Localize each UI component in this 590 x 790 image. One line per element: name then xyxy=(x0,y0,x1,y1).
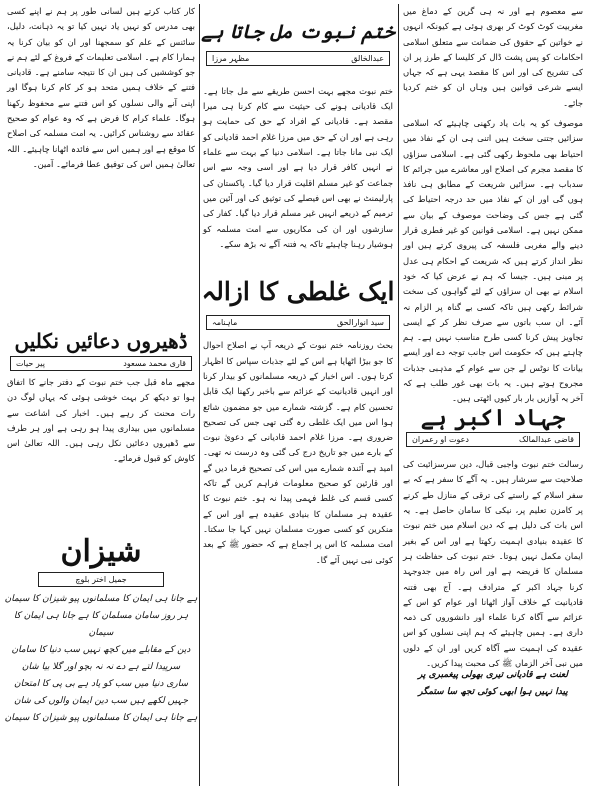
byline-duain xyxy=(10,356,192,371)
left-column xyxy=(4,4,198,727)
byline-ghalti xyxy=(206,315,390,330)
right-top-paragraph: سے معصوم ہے اور نہ ہی گرین کے دماغ میں مغربیت کوٹ کوٹ کر بھری ہوئی ہے کیونکہ انہوں نے خواتین کے حقوق کی ضمانت سے متعلق اسلامی احکامات کو پس پشت ڈال کر کلیسا کے طرز پر ان کی تشریح کی اور اس کا مقصد یہی ہے کہ جہاں ایسے شرعی قوانین ہیں وہاں ان کو ختم کردیا جائے۔ xyxy=(403,6,583,108)
closing-line-1: لعنت ہے قادیانی تیری بھولی پیغمبری پر xyxy=(417,670,569,681)
byline-author: قاضی عبدالمالک xyxy=(519,435,574,445)
ghalti-paragraph: بحث روزنامہ ختم نبوت کے ذریعہ آپ نے اصلاح احوال کا جو بیڑا اٹھایا ہے اس کے لئے جذبات سپاس کا اظہار کرتا ہوں۔ اس اخبار کے ذریعہ مسلمانوں کو بیدار کرنا اور انہیں قادیانیت کے عزائم سے باخبر رکھنا ایک قابل تحسین کام ہے۔ گزشتہ شمارے میں جو مضمون شائع ہوا اس میں ایک غلطی رہ گئی تھی جس کی تصحیح ضروری ہے۔ مرزا غلام احمد قادیانی کے دعویٰ نبوت کے بارے میں جو تاریخ درج کی گئی وہ درست نہ تھی۔ امید ہے آئندہ شمارے میں اس کی تصحیح فرما دیں گے اور قارئین کو صحیح معلومات فراہم کریں گے تاکہ کسی قسم کی غلط فہمی پیدا نہ ہو۔ ختم نبوت کا عقیدہ ہر مسلمان کا بنیادی عقیدہ ہے اور اس کے منکرین کو کسی صورت مسلمان نہیں کہا جا سکتا۔ امت مسلمہ کا اس پر اجماع ہے کہ حضور ﷺ کے بعد کوئی نبی نہیں آئے گا۔ xyxy=(203,340,393,565)
byline-author: قاری محمد مسعود xyxy=(123,359,186,368)
khatm-paragraph: ختم نبوت مجھے بہت احسن طریقے سے مل جاتا ہے۔ ایک قادیانی ہونے کی حیثیت سے کام کرنا ہی میرا مقصد ہے۔ قادیانی کے افراد کے حق کی حمایت ہو رہی ہے اور ان کے حق میں مرزا غلام احمد قادیانی کو ایک نبی مانا جاتا ہے۔ اسلامی دنیا کے بہت سے علماء نے انہیں کافر قرار دیا ہے اور اسی وجہ سے اس جماعت کو غیر مسلم اقلیت قرار دیا گیا۔ پاکستان کی پارلیمنٹ نے بھی اس فیصلے کی توثیق کی اور آئین میں ترمیم کے ذریعے انہیں غیر مسلم قرار دیا گیا۔ کفار کی سازشوں اور ان کی مکاریوں سے امت مسلمہ کو ہوشیار رہنا چاہیئے تاکہ یہ فتنہ آگے نہ بڑھ سکے۔ xyxy=(203,85,393,249)
poem-line: ہے جانا ہی ایمان کا مسلمانوں پیو شیزان کا سیمان xyxy=(4,713,198,723)
middle-column xyxy=(200,4,396,710)
right-body-paragraph: موصوف کو یہ بات یاد رکھنی چاہیئے کہ اسلامی سزائیں جتنی سخت ہیں اتنی ہی ان کے نفاذ میں احتیاط بھی ملحوظ رکھی گئی ہے۔ اسلامی سزاؤں کا مقصد مجرم کی اصلاح اور معاشرے میں جرائم کا سدباب ہے۔ سزائیں شریعت کے مطابق ہی نافذ ہوں گی اور ان کے نفاذ میں حد درجہ احتیاط کی گئی ہے جس کی وضاحت موصوف کے بیان سے ممکن نہیں ہے۔ اسلامی قوانین کو غیر فطری قرار دینے والے مغربی فلسفہ کی پیروی کرتے ہیں اور نظر انداز کرتے ہیں کہ شریعت کے احکام ہی عدل پر مبنی ہیں۔ جیسا کہ ہم نے عرض کیا کہ خود اسلام نے بھی ان سزاؤں کے لئے گواہوں کی سخت شرائط رکھی ہیں تاکہ کسی بے گناہ پر الزام نہ آئے۔ ان سب باتوں سے صرف نظر کر کے ایسی تجاویز پیش کرنا کسی طرح مناسب نہیں ہے۔ ہم چاہتے ہیں کہ حکومت اس جانب توجہ دے اور ایسے بیانات کا نوٹس لے جن سے عوام کے مذہبی جذبات مجروح ہوتے ہیں۔ یہ بات بھی غور طلب ہے کہ آخر یہ آوازیں بار بار کیوں اٹھتی ہیں۔ xyxy=(403,118,583,404)
closing-line-2: پیدا نہیں ہوا ابھی کوئی تجھ سا ستمگر xyxy=(418,687,568,698)
byline-author: عبدالخالق xyxy=(351,53,384,63)
article-title-duain: ڈھیروں دعائیں نکلیں xyxy=(14,329,188,353)
poem-line: سرپیدا لتے ہے دے نہ نہ بچو اور گلا بیا شان xyxy=(21,662,181,672)
article-title-ghalti: ایک غلطی کا ازالہ xyxy=(201,276,395,306)
poem-line: ہر روز سامان مسلمان کا ہے جانا ہی ایمان کا سیمان xyxy=(13,611,189,638)
byline-source: ماہنامہ xyxy=(212,318,238,328)
article-title-khatm: ختم نبوت مل جاتا ہے xyxy=(201,21,395,43)
section-title-jihad: جہاد اکبر ہے xyxy=(420,405,566,431)
poem-byline xyxy=(38,572,164,587)
poem-lines xyxy=(4,591,198,727)
byline-author: سید انوارالحق xyxy=(336,318,384,328)
byline-source: مظہر مرزا xyxy=(212,53,250,63)
poem-line: دین کے مقابلے میں کچھ نہیں سب دنیا کا سامان xyxy=(11,645,191,655)
byline-source: پیر حیات xyxy=(16,359,45,368)
byline-khatm xyxy=(206,51,390,66)
byline-source: دعوت او رعمران xyxy=(412,435,469,445)
column-divider-right xyxy=(398,4,399,786)
left-top-paragraph: کار کتاب کرتے ہیں لسانی طور پر ہم نے اپنے کسی بھی مدرس کو نہیں یاد نہیں کیا تو یہ ذہانت، دلیل، سائنس کے علم کو سمجھنا اور ان کو بیان کرنا یہ ہمارا کام ہے۔ اسلامی تعلیمات کے فروغ کے لئے ہم نے جو کوششیں کی ہیں ان کا نتیجہ سامنے ہے۔ قادیانی فتنے کے خلاف ہمیں متحد ہو کر کام کرنا ہوگا اور اپنی آنے والی نسلوں کو اس فتنے سے محفوظ رکھنا ہوگا۔ علماء کرام کا فرض ہے کہ وہ عوام کو صحیح عقائد سے روشناس کرائیں۔ یہ امت مسلمہ کی اصلاح کا موقع ہے اور ہمیں اس سے فائدہ اٹھانا چاہیئے۔ اللہ تعالیٰ ہمیں اس کی توفیق عطا فرمائے۔ آمین۔ xyxy=(7,6,195,169)
poem-line: جہیں لکھے ہیں سب دین ایمان والوں کی شان xyxy=(13,696,189,706)
jihad-paragraph: رسالت ختم نبوت واجبی قبال، دین سرسزائیت کی صلاحیت سے سرشار ہیں۔ یہ آگے کا سفر ہے کہ بے سفر اسلام کے راستے کی ترقی کے منازل طے کرنے پر کامزن تعلیم پر، نیکی کا سامان حاصل ہے۔ یہ اس بات کی دلیل ہے کہ دین اسلام میں ختم نبوت کا عقیدہ بنیادی اہمیت رکھتا ہے اور اس کے بغیر ایمان مکمل نہیں ہوتا۔ ختم نبوت کی حفاظت ہر مسلمان کا فریضہ ہے اور اس راہ میں جدوجہد کرنا جہاد اکبر کے مترادف ہے۔ آج بھی فتنہ قادیانیت کے خلاف آواز اٹھانا اور عوام کو اس کے عزائم سے آگاہ کرنا علماء اور دانشوروں کی ذمہ داری ہے۔ ہمیں چاہیئے کہ ہم اپنی نسلوں کو اس عقیدہ کی اہمیت سے آگاہ کریں اور ان کے دلوں میں نبی آخر الزماں ﷺ کی محبت پیدا کریں۔ xyxy=(403,459,583,669)
byline-jihad xyxy=(406,432,580,447)
poem-line: ہے جانا ہی ایمان کا مسلمانوں پیو شیزان کا سیمان xyxy=(4,594,198,604)
poem-author: جمیل اختر بلوچ xyxy=(75,575,127,584)
poem-title-shezan: شیزان xyxy=(60,534,142,569)
duain-paragraph: مجھے ماہ قبل جب ختم نبوت کے دفتر جانے کا اتفاق ہوا تو دیکھ کر بہت خوشی ہوئی کہ یہاں لوگ دن رات محنت کر رہے ہیں۔ اخبار کی اشاعت سے مسلمانوں میں بیداری پیدا ہو رہی ہے اور ہر طرف سے ڈھیروں دعائیں نکل رہی ہیں۔ اللہ تعالیٰ اس کاوش کو قبول فرمائے۔ xyxy=(7,377,195,464)
poem-line: ساری دنیا میں سب کو یاد ہے بی پی کا امتحان xyxy=(14,679,188,689)
right-column xyxy=(400,4,586,701)
